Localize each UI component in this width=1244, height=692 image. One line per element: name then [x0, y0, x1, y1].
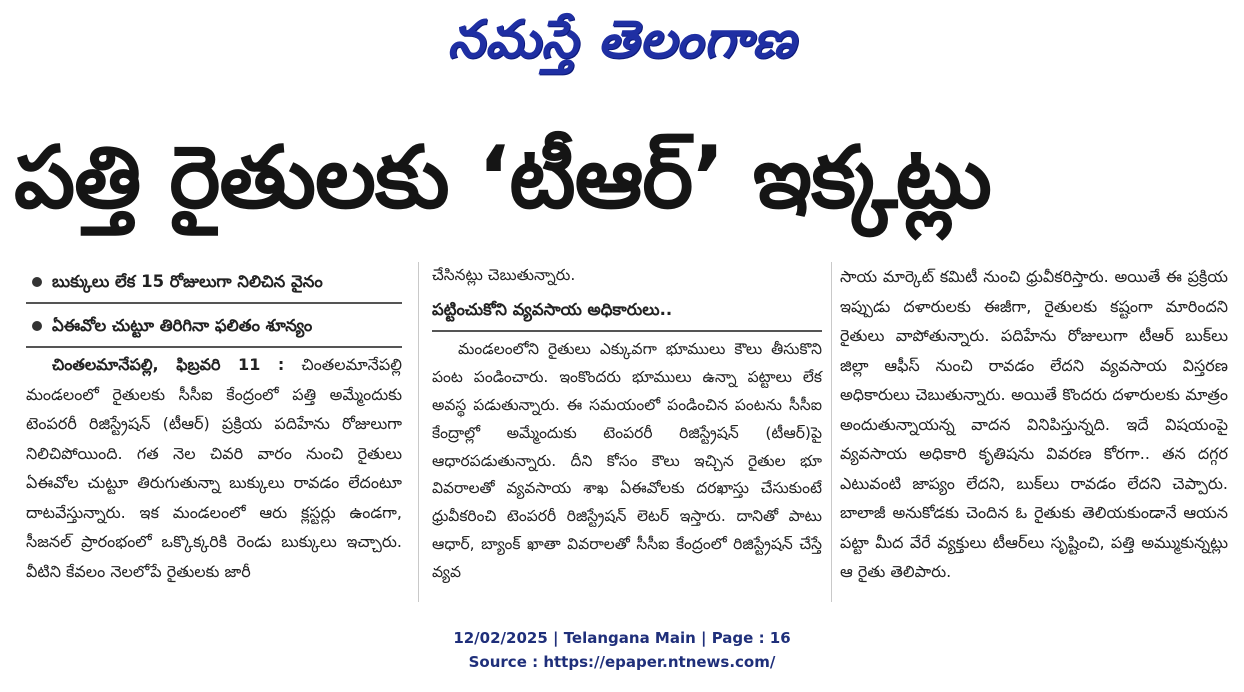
- article-column-3: [840, 262, 1228, 587]
- bullet-icon: [32, 277, 42, 287]
- column-divider: [418, 262, 419, 602]
- highlight-item: [26, 306, 402, 348]
- section-subhead: పట్టించుకోని వ్యవసాయ అధికారులు..: [432, 290, 822, 332]
- article-paragraph: సాయ మార్కెట్ కమిటీ నుంచి ధ్రువీకరిస్తారు. అయితే ఈ ప్రక్రియ ఇప్పుడు దళారులకు ఈజీగా, రైతులకు కష్టంగా మారిందని రైతులు వాపోతున్నారు. పదిహేను రోజులుగా టీఆర్ బుక్‌లు జిల్లా ఆఫీస్ నుంచి రావడం లేదని వ్యవసాయ విస్తరణ అధికారులు చెబుతున్నారు. అయితే కొందరు దళారులకు మాత్రం అందుతున్నాయన్న వాదన వినిపిస్తున్నది. ఇదే విషయంపై వ్యవసాయ అధికారి కృతిషను వివరణ కోరగా.. తన దగ్గర ఎటువంటి జాప్యం లేదని, బుక్‌లు రావడం లేదని చెప్పారు. బాలాజీ అనుకోడకు చెందిన ఓ రైతుకు తెలియకుండానే ఆయన పట్టా మీద వేరే వ్యక్తులు టీఆర్‌లు సృష్టించి, పత్తి అమ్ముకున్నట్లు ఆ రైతు తెలిపారు.: [840, 267, 1228, 581]
- newspaper-logo: నమస్తే తెలంగాణ: [447, 9, 797, 70]
- dateline: చింతలమానేపల్లి, ఫిబ్రవరి 11 :: [52, 355, 285, 374]
- page-footer: [0, 626, 1244, 674]
- source-link[interactable]: Source : https://epaper.ntnews.com/: [468, 653, 776, 671]
- column-divider: [831, 262, 832, 602]
- article-headline: పత్తి రైతులకు ‘టీఆర్’ ఇక్కట్లు: [14, 128, 991, 228]
- highlight-text: బుక్కులు లేక 15 రోజులుగా నిలిచిన వైనం: [52, 272, 323, 292]
- edition-info: 12/02/2025 | Telangana Main | Page : 16: [453, 629, 791, 647]
- highlight-text: ఏఈవోల చుట్టూ తిరిగినా ఫలితం శూన్యం: [52, 316, 313, 336]
- bullet-icon: [32, 321, 42, 331]
- article-paragraph: మండలంలోని రైతులు ఎక్కువగా భూములు కౌలు తీసుకొని పంట పండించారు. ఇంకొందరు భూములు ఉన్నా పట్టాలు లేక అవస్థ పడుతున్నారు. ఈ సమయంలో పండించిన పంటను సీసీఐ కేంద్రాల్లో అమ్మేందుకు టెంపరరీ రిజిస్ట్రేషన్ (టీఆర్)పై ఆధారపడుతున్నారు. దీని కోసం కౌలు ఇచ్చిన రైతుల భూ వివరాలతో వ్యవసాయ శాఖ ఏఈవోలకు దరఖాస్తు చేసుకుంటే ధ్రువీకరించి టెంపరరీ రిజిస్ట్రేషన్ లెటర్ ఇస్తారు. దానితో పాటు ఆధార్, బ్యాంక్ ఖాతా వివరాలతో సీసీఐ కేంద్రంలో రిజిస్ట్రేషన్ చేస్తే వ్యవ: [432, 339, 822, 582]
- article-paragraph: [26, 350, 402, 586]
- article-column-2: [432, 262, 822, 587]
- masthead: [0, 4, 1244, 76]
- paragraph-text: చింతలమానేపల్లి మండలంలో రైతులకు సీసీఐ కేంద్రంలో పత్తి అమ్మేందుకు టెంపరరీ రిజిస్ట్రేషన్ (టీఆర్) ప్రక్రియ పదిహేను రోజులుగా నిలిచిపోయింది. గత నెల చివరి వారం నుంచి రైతులు ఏఈవోల చుట్టూ తిరుగుతున్నా బుక్కులు రావడం లేదంటూ దాటవేస్తున్నారు. ఇక మండలంలో ఆరు క్లస్టర్లు ఉండగా, సీజనల్ ప్రారంభంలో ఒక్కొక్కరికి రెండు బుక్కులు ఇచ్చారు. వీటిని కేవలం నెలలోపే రైతులకు జారీ: [26, 355, 402, 581]
- highlight-item: [26, 262, 402, 304]
- paragraph-continuation: చేసినట్లు చెబుతున్నారు.: [432, 266, 576, 284]
- article-column-1: [26, 262, 402, 586]
